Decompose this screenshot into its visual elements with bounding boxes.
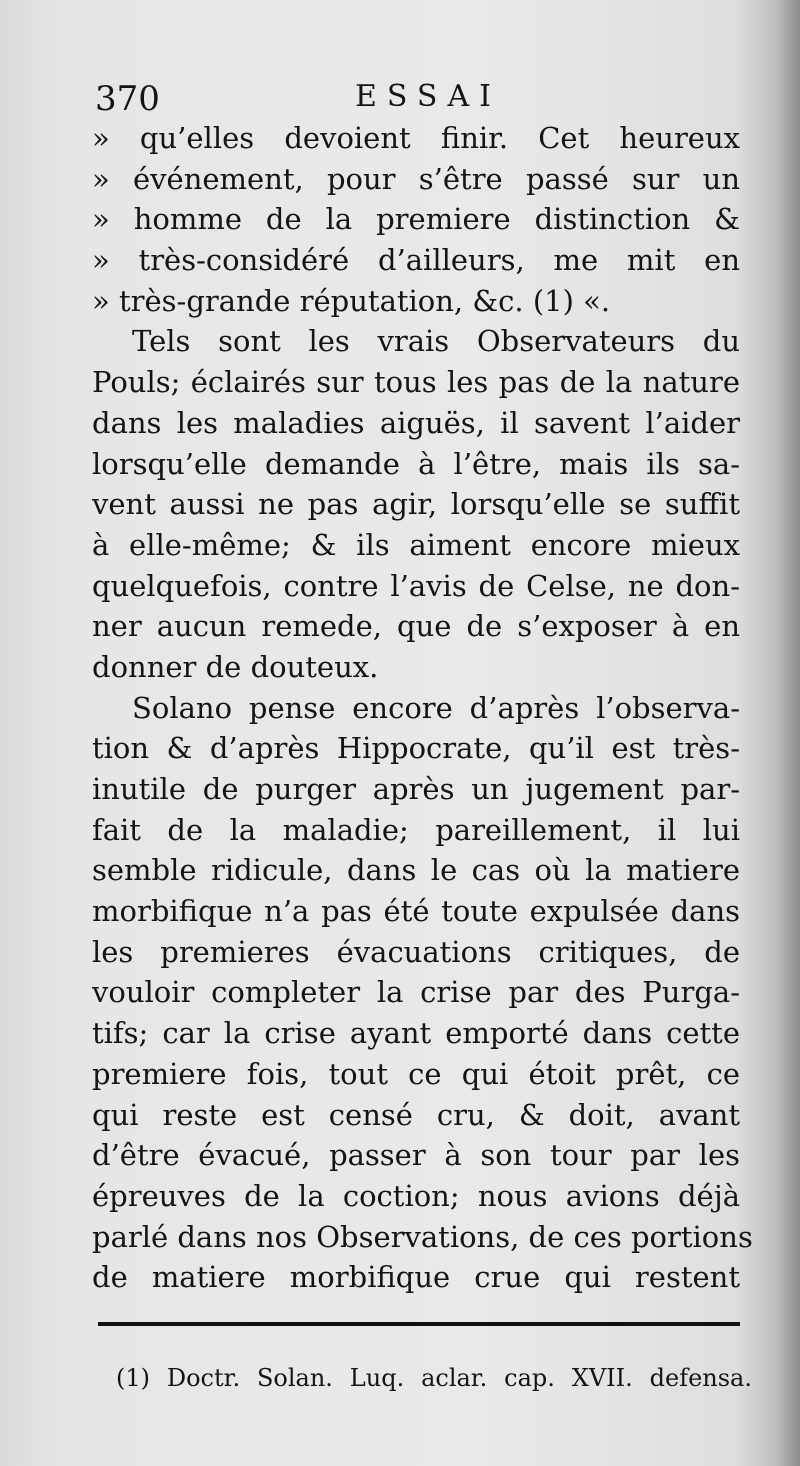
text-line: à elle-même; & ils aiment encore mieux bbox=[92, 527, 740, 562]
text-line: tion & d’après Hippocrate, qu’il est très- bbox=[92, 731, 740, 766]
text-line: » très-grande réputation, &c. (1) «. bbox=[92, 283, 611, 318]
text-line: » très-considéré d’ailleurs, me mit en bbox=[92, 243, 740, 278]
text-line: donner de douteux. bbox=[92, 649, 379, 684]
text-line: inutile de purger après un jugement par- bbox=[92, 772, 740, 806]
text-line: ner aucun remede, que de s’exposer à en bbox=[92, 609, 740, 644]
running-head: ESSAI bbox=[355, 79, 501, 114]
text-line: de matiere morbifique crue qui restent bbox=[92, 1260, 740, 1295]
page-number: 370 bbox=[95, 79, 160, 119]
text-line: » homme de la premiere distinction & bbox=[92, 202, 740, 237]
paragraph-start-line: Solano pense encore d’après l’observa- bbox=[132, 690, 740, 725]
footnote: (1) Doctr. Solan. Luq. aclar. cap. XVII. defensa. bbox=[116, 1364, 752, 1392]
text-line: semble ridicule, dans le cas où la matiere bbox=[92, 853, 740, 888]
text-line: lorsqu’elle demande à l’être, mais ils sa- bbox=[92, 446, 740, 481]
text-line: d’être évacué, passer à son tour par les bbox=[92, 1138, 740, 1173]
text-line: vouloir completer la crise par des Purga- bbox=[92, 975, 740, 1010]
text-line: fait de la maladie; pareillement, il lui bbox=[92, 812, 740, 847]
footnote-rule bbox=[98, 1322, 740, 1326]
text-line: quelquefois, contre l’avis de Celse, ne don- bbox=[92, 568, 740, 603]
text-line: les premieres évacuations critiques, de bbox=[92, 934, 740, 969]
text-line: parlé dans nos Observations, de ces portions bbox=[92, 1219, 753, 1254]
text-line: » qu’elles devoient finir. Cet heureux bbox=[92, 121, 740, 155]
text-line: épreuves de la coction; nous avions déjà bbox=[92, 1178, 740, 1213]
text-line: tifs; car la crise ayant emporté dans cette bbox=[92, 1016, 740, 1051]
text-line: dans les maladies aiguës, il savent l’aider bbox=[92, 405, 740, 440]
text-line: Pouls; éclairés sur tous les pas de la nature bbox=[92, 365, 740, 400]
text-line: qui reste est censé cru, & doit, avant bbox=[92, 1097, 740, 1132]
text-line: morbifique n’a pas été toute expulsée dans bbox=[92, 894, 740, 929]
text-line: vent aussi ne pas agir, lorsqu’elle se suffit bbox=[92, 487, 740, 522]
paragraph-start-line: Tels sont les vrais Observateurs du bbox=[132, 324, 740, 359]
body-text bbox=[92, 118, 753, 1298]
text-line: premiere fois, tout ce qui étoit prêt, ce bbox=[92, 1056, 740, 1091]
text-line: » événement, pour s’être passé sur un bbox=[92, 161, 740, 196]
